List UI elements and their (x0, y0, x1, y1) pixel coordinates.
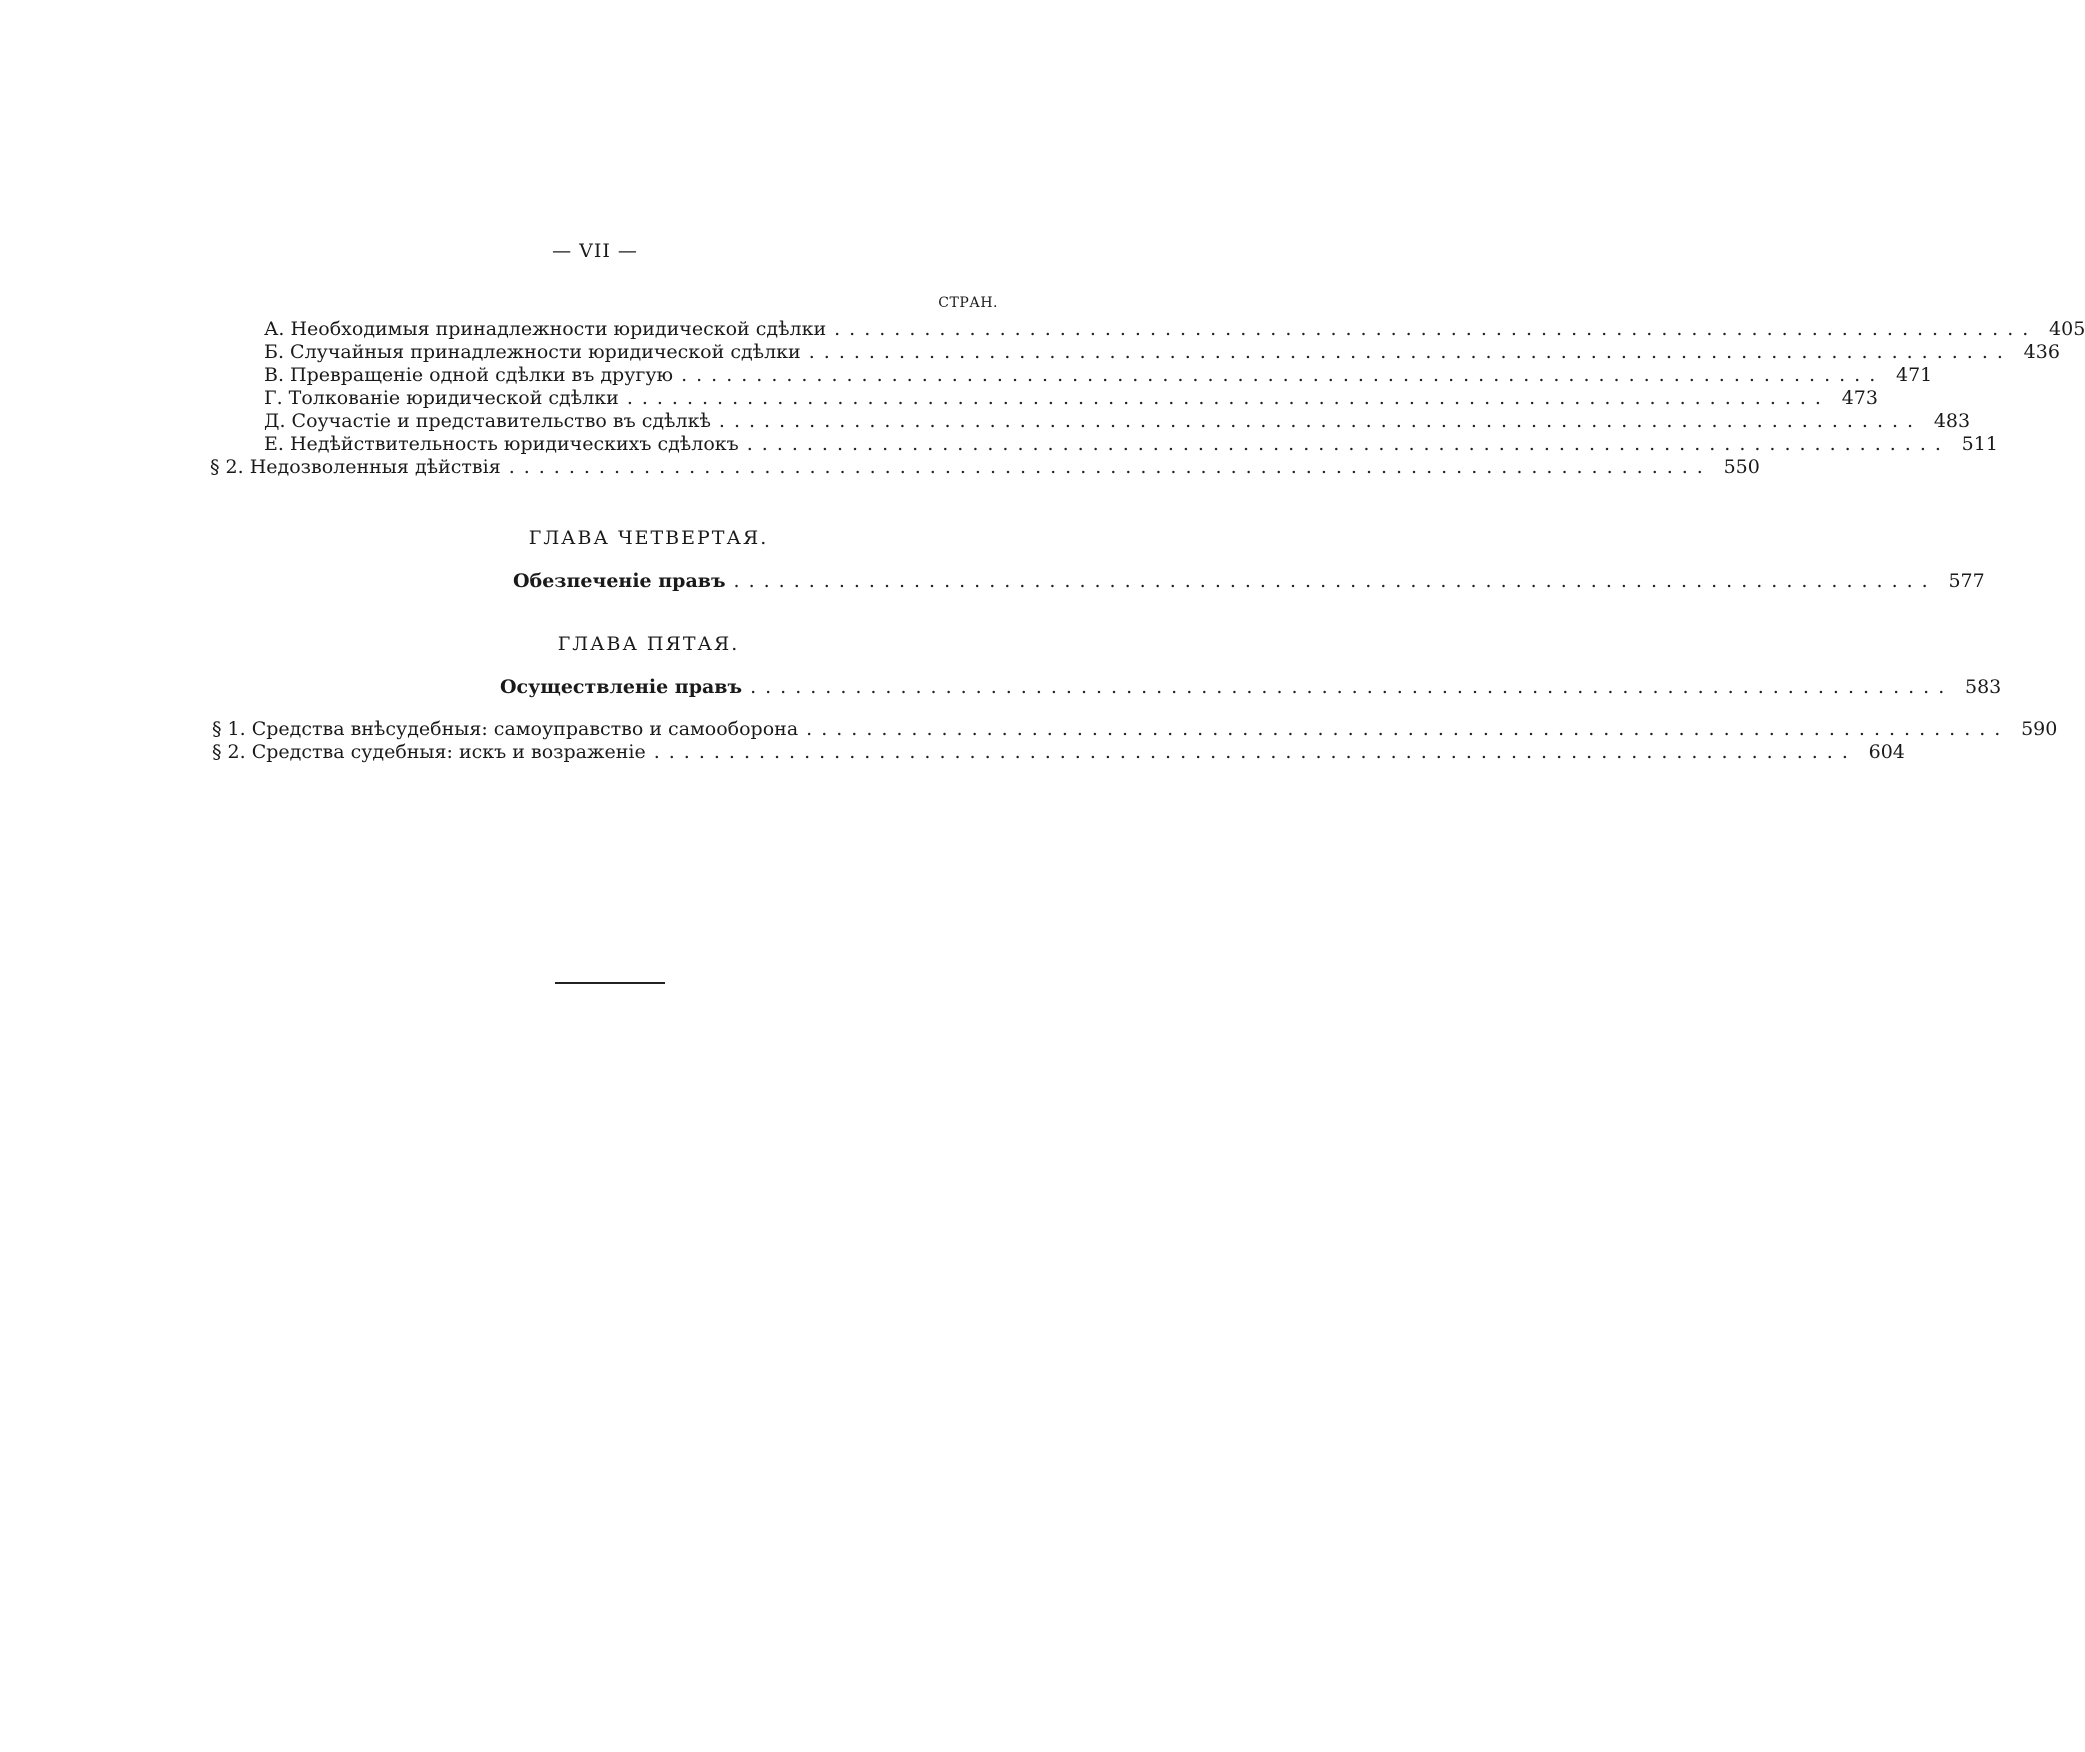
toc-entry-section-2 (210, 456, 1760, 478)
toc-entry-v (264, 364, 1933, 386)
leader-dots: ................................................................................ (508, 456, 1712, 478)
closing-rule (555, 982, 665, 984)
chapter-four-title: ГЛАВА ЧЕТВЕРТАЯ. (528, 527, 769, 549)
toc-entry-label: Д. Соучастіе и представительство въ сдѣлкѣ (264, 410, 711, 432)
toc-entry-label: В. Превращеніе одной сдѣлки въ другую (264, 364, 674, 386)
toc-entry-label: § 1. Средства внѣсудебныя: самоуправство и самооборона (212, 718, 799, 740)
leader-dots: ................................................................................ (653, 741, 1857, 763)
toc-entry-label: Г. Толкованіе юридической сдѣлки (264, 387, 619, 409)
leader-dots: ................................................................................ (746, 433, 1950, 455)
toc-entry-label: Осуществленіе правъ (500, 676, 743, 698)
leader-dots: ................................................................................ (834, 318, 2038, 340)
toc-entry-d (264, 410, 1971, 432)
toc-entry-chapter-four (513, 570, 1985, 592)
toc-entry-b (264, 341, 2060, 363)
toc-entry-label: § 2. Недозволенныя дѣйствія (210, 456, 501, 478)
toc-entry-page: 483 (1933, 410, 1971, 432)
leader-dots: ................................................................................ (718, 410, 1923, 432)
toc-entry-label: Обезпеченіе правъ (513, 570, 726, 592)
toc-entry-e (264, 433, 1998, 455)
toc-entry-label: Е. Недѣйствительность юридическихъ сдѣлокъ (264, 433, 739, 455)
toc-entry-means-extrajudicial (212, 718, 2058, 740)
toc-entry-page: 590 (2021, 718, 2058, 740)
leader-dots: ................................................................................ (626, 387, 1830, 409)
leader-dots: ................................................................................ (806, 718, 2010, 740)
toc-entry-page: 577 (1948, 570, 1985, 592)
toc-entry-page: 405 (2049, 318, 2085, 340)
leader-dots: ................................................................................ (808, 341, 2012, 363)
toc-entry-page: 583 (1964, 676, 2002, 698)
leader-dots: ................................................................................ (681, 364, 1885, 386)
toc-entry-means-judicial (212, 741, 1905, 763)
leader-dots: ................................................................................ (733, 570, 1937, 592)
toc-entry-page: 511 (1961, 433, 1998, 455)
toc-entry-page: 550 (1723, 456, 1760, 478)
toc-entry-page: 471 (1895, 364, 1933, 386)
toc-entry-page: 473 (1841, 387, 1878, 409)
leader-dots: ................................................................................ (750, 676, 1954, 698)
toc-entry-page: 436 (2023, 341, 2060, 363)
toc-entry-label: Б. Случайныя принадлежности юридической сдѣлки (264, 341, 801, 363)
page-column-header: СТРАН. (938, 295, 998, 311)
toc-entry-g (264, 387, 1878, 409)
toc-entry-label: § 2. Средства судебныя: искъ и возраженіе (212, 741, 646, 763)
toc-entry-page: 604 (1868, 741, 1905, 763)
page-number: — VII — (552, 240, 638, 262)
chapter-five-title: ГЛАВА ПЯТАЯ. (557, 633, 740, 655)
toc-entry-label: А. Необходимыя принадлежности юридической сдѣлки (264, 318, 827, 340)
toc-entry-a (264, 318, 2085, 340)
toc-entry-chapter-five (500, 676, 2002, 698)
